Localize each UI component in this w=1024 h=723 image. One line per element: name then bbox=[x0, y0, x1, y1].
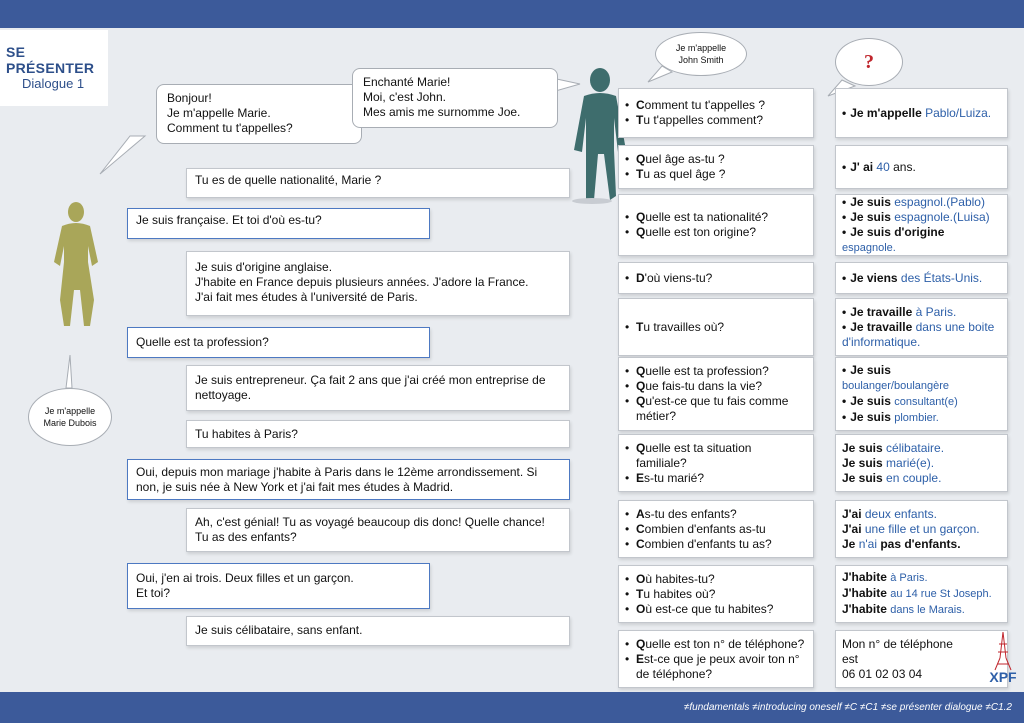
question-box-3 bbox=[618, 194, 814, 256]
question-line: • Comment tu t'appelles ? bbox=[625, 98, 766, 112]
question-line: • Quel âge as-tu ? bbox=[625, 152, 725, 166]
marie-cloud-tail bbox=[66, 355, 72, 388]
answer-box-8 bbox=[835, 500, 1008, 558]
question-box-4 bbox=[618, 262, 814, 294]
question-line: • Tu travailles où? bbox=[625, 319, 725, 334]
question-line: • As-tu des enfants? bbox=[625, 506, 737, 521]
page-subtitle: Dialogue 1 bbox=[22, 76, 85, 91]
dialogue-line-6: Tu habites à Paris? bbox=[186, 420, 570, 448]
dialogue-line-4: Quelle est ta profession? bbox=[127, 327, 430, 358]
question-line: • Quelle est ta situation familiale? bbox=[625, 440, 752, 470]
question-line: de téléphone? bbox=[636, 666, 713, 681]
answer-line: • J' ai 40 ans. bbox=[842, 159, 916, 174]
dialogue-line-5: Je suis entrepreneur. Ça fait 2 ans que j'ai créé mon entreprise de nettoyage. bbox=[186, 365, 570, 411]
question-box-5 bbox=[618, 298, 814, 356]
dialogue-line-10: Je suis célibataire, sans enfant. bbox=[186, 616, 570, 646]
answer-line: • Je suis d'origine espagnole. bbox=[842, 224, 945, 254]
answer-box-2 bbox=[835, 145, 1008, 189]
answer-box-5 bbox=[835, 298, 1008, 356]
dialogue-line-7: Oui, depuis mon mariage j'habite à Paris dans le 12ème arrondissement. Si non, je suis née à New York et j'ai fait mes études à Madrid. bbox=[127, 459, 570, 500]
question-line: • Où est-ce que tu habites? bbox=[625, 601, 774, 616]
question-box-6 bbox=[618, 357, 814, 431]
question-line: • D'où viens-tu? bbox=[625, 270, 713, 285]
question-box-8 bbox=[618, 500, 814, 558]
john-shadow bbox=[572, 198, 612, 204]
answer-line: • Je suis consultant(e) bbox=[842, 393, 958, 408]
answer-box-9 bbox=[835, 565, 1008, 623]
answer-line: • Je suis espagnole.(Luisa) bbox=[842, 209, 990, 224]
question-box-7 bbox=[618, 434, 814, 492]
question-line: • Est-ce que je peux avoir ton n° bbox=[625, 651, 800, 666]
answer-line: d'informatique. bbox=[842, 334, 921, 349]
xpf-logo bbox=[983, 630, 1023, 690]
answer-line: J'habite à Paris. bbox=[842, 570, 928, 584]
question-line: • Quelle est ta profession? bbox=[625, 364, 769, 378]
answer-line: • Je suis plombier. bbox=[842, 409, 939, 424]
dialogue-line-8: Ah, c'est génial! Tu as voyagé beaucoup dis donc! Quelle chance! Tu as des enfants? bbox=[186, 508, 570, 552]
answer-line: • Je suis espagnol.(Pablo) bbox=[842, 194, 985, 209]
question-line: • Que fais-tu dans la vie? bbox=[625, 379, 763, 393]
question-line: • Quelle est ton origine? bbox=[625, 225, 757, 239]
question-line: • Qu'est-ce que tu fais comme bbox=[625, 394, 789, 408]
answer-line: • Je viens des États-Unis. bbox=[842, 270, 983, 285]
answer-line: 06 01 02 03 04 bbox=[842, 666, 923, 681]
dialogue-line-1: Tu es de quelle nationalité, Marie ? bbox=[186, 168, 570, 198]
question-line: • Où habites-tu? bbox=[625, 571, 715, 586]
answer-box-1 bbox=[835, 88, 1008, 138]
answer-line: Mon n° de téléphone bbox=[842, 636, 953, 651]
question-line: • Combien d'enfants as-tu bbox=[625, 521, 766, 536]
question-box-10 bbox=[618, 630, 814, 688]
dialogue-line-2: Je suis française. Et toi d'où es-tu? bbox=[127, 208, 430, 239]
answer-box-6 bbox=[835, 357, 1008, 431]
question-box-1 bbox=[618, 88, 814, 138]
question-line: • Quelle est ton n° de téléphone? bbox=[625, 636, 805, 651]
answer-line: Je n'ai pas d'enfants. bbox=[842, 536, 961, 551]
question-line: • Tu as quel âge ? bbox=[625, 167, 726, 181]
footer-tags: ≠fundamentals ≠introducing oneself ≠C ≠C1 ≠se présenter dialogue ≠C1.2 bbox=[683, 702, 1012, 713]
question-box-2 bbox=[618, 145, 814, 189]
answer-line: • Je travaille à Paris. bbox=[842, 304, 957, 319]
answer-box-7 bbox=[835, 434, 1008, 492]
answer-line: Je suis marié(e). bbox=[842, 455, 935, 470]
answer-line: • Je suis boulanger/boulangère bbox=[842, 362, 950, 392]
question-line: • Tu habites où? bbox=[625, 586, 716, 601]
answer-line: Je suis célibataire. bbox=[842, 440, 945, 455]
answer-line: J'habite au 14 rue St Joseph. bbox=[842, 586, 992, 600]
question-line: • Tu t'appelles comment? bbox=[625, 113, 764, 127]
marie-bubble-tail bbox=[100, 136, 145, 174]
answer-line: J'ai une fille et un garçon. bbox=[842, 521, 980, 536]
john-name-cloud: Je m'appelle John Smith bbox=[655, 32, 747, 76]
xpf-logo-text: XPF bbox=[989, 669, 1017, 685]
marie-greeting-bubble: Bonjour! Je m'appelle Marie. Comment tu t'appelles? bbox=[156, 84, 362, 144]
john-reply-bubble: Enchanté Marie! Moi, c'est John. Mes amis me surnomme Joe. bbox=[352, 68, 558, 128]
answer-line: Je suis en couple. bbox=[842, 470, 942, 485]
answer-line: J'habite dans le Marais. bbox=[842, 602, 965, 616]
question-line: métier? bbox=[636, 409, 677, 423]
question-line: • Es-tu marié? bbox=[625, 470, 705, 485]
answer-box-3 bbox=[835, 194, 1008, 256]
answer-line: • Je travaille dans une boite bbox=[842, 319, 995, 334]
dialogue-line-3: Je suis d'origine anglaise. J'habite en France depuis plusieurs années. J'adore la France. J'ai fait mes études à l'université de Paris. bbox=[186, 251, 570, 316]
answer-line: est bbox=[842, 651, 859, 666]
question-mark-cloud: ? bbox=[835, 38, 903, 86]
answer-line: • Je m'appelle Pablo/Luiza. bbox=[842, 105, 992, 120]
answer-box-4 bbox=[835, 262, 1008, 294]
marie-figure bbox=[54, 202, 98, 326]
page-title: SE PRÉSENTER bbox=[6, 44, 95, 76]
question-box-9 bbox=[618, 565, 814, 623]
question-line: • Quelle est ta nationalité? bbox=[625, 210, 769, 224]
eiffel-tower-icon bbox=[995, 632, 1011, 670]
answer-line: J'ai deux enfants. bbox=[842, 506, 937, 521]
dialogue-line-9: Oui, j'en ai trois. Deux filles et un garçon. Et toi? bbox=[127, 563, 430, 609]
marie-name-cloud: Je m'appelle Marie Dubois bbox=[28, 388, 112, 446]
question-line: • Combien d'enfants tu as? bbox=[625, 536, 772, 551]
